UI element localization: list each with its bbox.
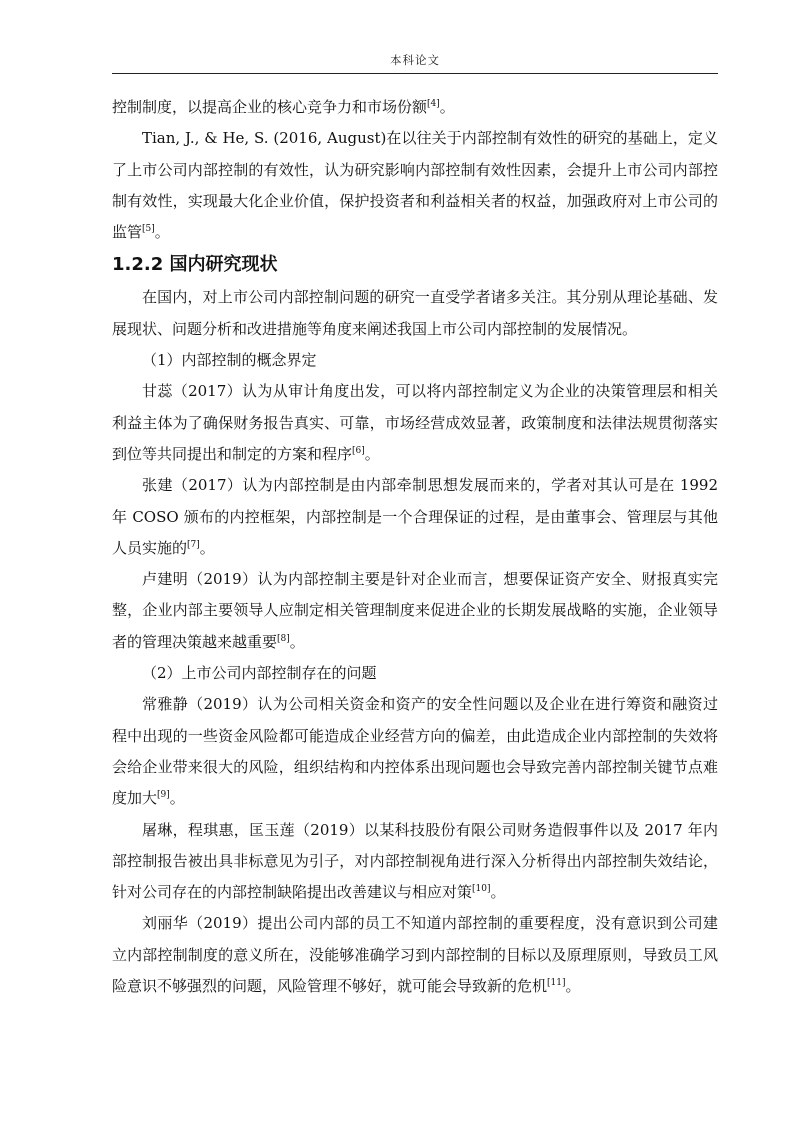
- citation-ref: [10]: [472, 884, 491, 895]
- citation-ref: [5]: [142, 224, 155, 235]
- citation-ref: [4]: [427, 99, 440, 109]
- paragraph-gan-rui: 甘蕊（2017）认为从审计角度出发，可以将内部控制定义为企业的决策管理层和相关利益主体为了确保财务报告真实、可靠，市场经营成效显著，政策制度和法律法规贯彻落实到位等共同提出和制定的方案和程序[6]。: [112, 382, 718, 463]
- citation-ref: [6]: [352, 445, 365, 456]
- subheading-concept: （1）内部控制的概念界定: [142, 351, 317, 370]
- section-heading: 1.2.2 国内研究现状: [112, 254, 278, 276]
- paragraph-liu-lihua: 刘丽华（2019）提出公司内部的员工不知道内部控制的重要程度，没有意识到公司建立内部控制制度的意义所在，没能够准确学习到内部控制的目标以及原理原则，导致员工风险意识不够强烈的问题，风险管理不够好，就可能会导致新的危机[11]。: [112, 914, 718, 996]
- paragraph-zhang-jian: 张建（2017）认为内部控制是由内部牵制思想发展而来的，学者对其认可是在 1992 年 COSO 颁布的内控框架，内部控制是一个合理保证的过程，是由董事会、管理层与其他人员实施的[7]。: [112, 476, 718, 557]
- paragraph-intro: 在国内，对上市公司内部控制问题的研究一直受学者诸多关注。其分别从理论基础、发展现状、问题分析和改进措施等角度来阐述我国上市公司内部控制的发展情况。: [112, 288, 718, 338]
- running-header: 本科论文: [390, 53, 440, 67]
- subheading-problems: （2）上市公司内部控制存在的问题: [142, 664, 377, 683]
- paragraph-lu-jianming: 卢建明（2019）认为内部控制主要是针对企业而言，想要保证资产安全、财报真实完整，企业内部主要领导人应制定相关管理制度来促进企业的长期发展战略的实施，企业领导者的管理决策越来越重要[8]。: [112, 570, 718, 651]
- citation-ref: [8]: [277, 633, 290, 644]
- citation-ref: [7]: [187, 539, 200, 550]
- citation-ref: [11]: [547, 978, 566, 989]
- body-text: [112, 92, 718, 1002]
- header-rule: [112, 73, 718, 74]
- paragraph-chang-yajing: 常雅静（2019）认为公司相关资金和资产的安全性问题以及企业在进行筹资和融资过程中出现的一些资金风险都可能造成企业经营方向的偏差，由此造成企业内部控制的失效将会给企业带来很大的风险，组织结构和内控体系出现问题也会导致完善内部控制关键节点难度加大[9]。: [112, 695, 718, 808]
- paragraph-tu-lin: 屠琳，程琪惠，匡玉莲（2019）以某科技股份有限公司财务造假事件以及 2017 年内部控制报告被出具非标意见为引子，对内部控制视角进行深入分析得出内部控制失效结论，针对公司存在的内部控制缺陷提出改善建议与相应对策[10]。: [112, 820, 718, 902]
- paragraph-tian-he: Tian, J., & He, S. (2016, August)在以往关于内部控制有效性的研究的基础上，定义了上市公司内部控制的有效性，认为研究影响内部控制有效性因素，会提升上市公司内部控制有效性，实现最大化企业价值，保护投资者和利益相关者的权益，加强政府对上市公司的监管[5]。: [112, 129, 718, 242]
- paragraph-continuation: 控制制度，以提高企业的核心竞争力和市场份额[4]。: [112, 98, 455, 116]
- citation-ref: [9]: [157, 790, 170, 801]
